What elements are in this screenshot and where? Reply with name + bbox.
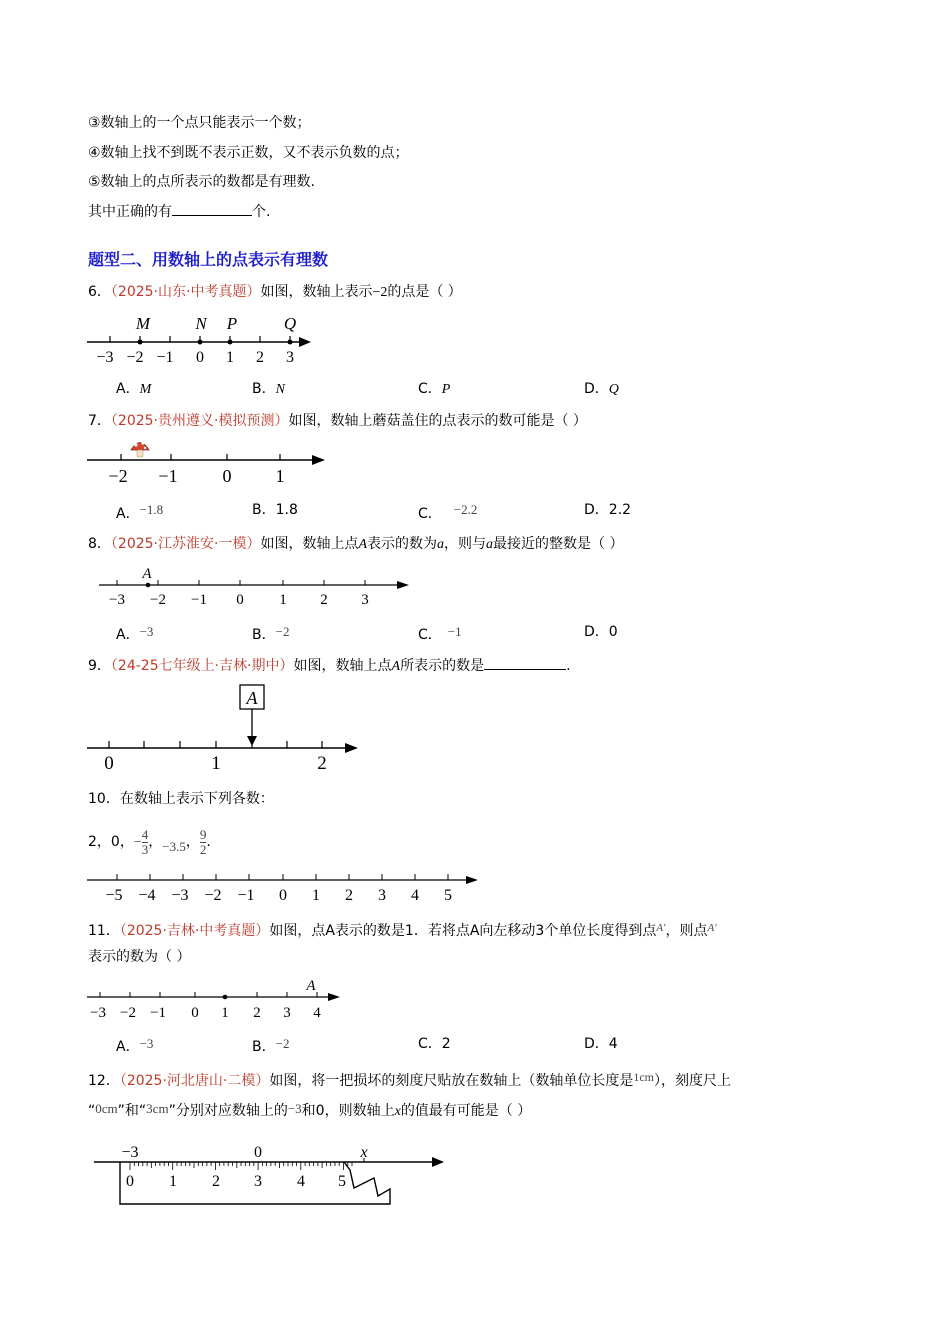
tick-label: −1 xyxy=(237,887,255,904)
q6-text-end: 的点是（ ） xyxy=(387,284,462,300)
tick-label: 1 xyxy=(275,466,285,486)
option-letter: A． xyxy=(116,506,140,522)
q8-number-line xyxy=(97,563,427,613)
q9-text-end: . xyxy=(566,658,571,674)
q12-stem xyxy=(88,1067,731,1091)
q11-point-a-prime: A′ xyxy=(707,922,717,934)
q9-text: 如图，数轴上点 xyxy=(293,658,392,674)
q6-source: （2025·山东·中考真题） xyxy=(110,284,261,300)
q12-source: （2025·河北唐山·二模） xyxy=(119,1073,270,1089)
q7-number-line xyxy=(85,436,335,486)
q7-text: 如图，数轴上蘑菇盖住的点表示的数可能是（ ） xyxy=(288,413,587,429)
arrow-icon xyxy=(328,993,340,1001)
option-letter: C． xyxy=(418,506,442,522)
option-value: −2.2 xyxy=(453,502,478,517)
q8-text: ，则与 xyxy=(444,536,487,552)
option-value: 2.2 xyxy=(608,502,632,518)
tick-label: 2 xyxy=(320,592,328,608)
q7-option-d[interactable] xyxy=(584,500,631,520)
tick-label: 1 xyxy=(312,887,320,904)
q12-text: ”分别对应数轴上的 xyxy=(168,1103,288,1119)
q10-sep: ， xyxy=(148,834,163,850)
numerator: 4 xyxy=(141,826,149,842)
option-value: −2 xyxy=(275,1036,290,1051)
label-a: A xyxy=(306,978,316,994)
q11-option-c[interactable] xyxy=(418,1034,451,1054)
q6-text: 如图，数轴上表示 xyxy=(260,284,373,300)
denominator: 2 xyxy=(199,841,207,857)
q11-option-a[interactable] xyxy=(116,1034,153,1057)
option-value: Q xyxy=(608,382,619,397)
q11-stem xyxy=(88,918,717,941)
point-p xyxy=(228,340,233,345)
option-letter: C． xyxy=(418,381,442,397)
q12-unit: 1cm xyxy=(633,1070,655,1084)
tick-label: 2 xyxy=(345,887,353,904)
tick-label: 3 xyxy=(286,349,294,366)
tick-label: 3 xyxy=(361,592,369,608)
option-letter: A． xyxy=(116,1039,140,1055)
ruler-label: 1 xyxy=(169,1173,177,1190)
q11-option-d[interactable] xyxy=(584,1034,618,1054)
label-a: A xyxy=(142,566,152,582)
denominator: 3 xyxy=(141,841,149,857)
option-letter: C． xyxy=(418,627,442,643)
tick-label: 3 xyxy=(283,1005,291,1021)
q10-list: 2，0， xyxy=(88,834,134,850)
tick-label: −2 xyxy=(108,466,128,486)
label-p: P xyxy=(226,314,238,333)
ruler-label: 2 xyxy=(212,1173,220,1190)
q8-var-a: a xyxy=(486,537,494,552)
q7-stem xyxy=(88,411,587,431)
numerator: 9 xyxy=(199,826,207,842)
q12-text: ），刻度尺上 xyxy=(654,1073,732,1089)
q10-number: 10． xyxy=(88,791,120,807)
tick-label: 1 xyxy=(221,1005,229,1021)
section-title: 题型二、用数轴上的点表示有理数 xyxy=(88,250,329,269)
label-q: Q xyxy=(283,314,297,333)
q7-option-c[interactable] xyxy=(418,500,477,524)
tick-label: −4 xyxy=(138,887,156,904)
q9-number-line xyxy=(85,683,375,778)
tick-label: 0 xyxy=(104,753,114,774)
label-n: N xyxy=(195,314,207,333)
arrow-icon xyxy=(397,581,409,589)
tick-label: 1 xyxy=(279,592,287,608)
q12-var-x: x xyxy=(394,1104,401,1119)
label-m: M xyxy=(135,314,151,333)
q11-text: 如图，点A表示的数是1．若将点A向左移动3个单位长度得到点 xyxy=(269,923,657,939)
q10-sep: ， xyxy=(185,834,200,850)
q8-var-a: a xyxy=(437,537,445,552)
q12-value-3cm: 3cm xyxy=(146,1101,169,1116)
tick-label: −3 xyxy=(109,592,125,608)
q11-text: ，则点 xyxy=(665,923,708,939)
statement-5: ⑤数轴上的点所表示的数都是有理数. xyxy=(88,174,316,190)
option-value: 2 xyxy=(441,1036,451,1052)
q12-value-neg3: −3 xyxy=(287,1101,302,1116)
tick-label: −1 xyxy=(158,466,178,486)
question-text-end: 个. xyxy=(252,204,271,220)
q11-stem-2: 表示的数为（ ） xyxy=(88,949,191,965)
statement-4: ④数轴上找不到既不表示正数，又不表示负数的点； xyxy=(88,145,409,161)
ruler-label: 0 xyxy=(126,1173,134,1190)
q11-point-a-prime: A′ xyxy=(656,922,666,934)
option-value: −1 xyxy=(447,624,462,639)
tick-label: 4 xyxy=(411,887,419,904)
q12-value-0cm: 0cm xyxy=(95,1101,118,1116)
tick-label: −1 xyxy=(150,1005,166,1021)
q6-option-d[interactable] xyxy=(584,379,619,400)
tick-label: −3 xyxy=(171,887,189,904)
option-value: −3 xyxy=(139,624,154,639)
tick-label: 0 xyxy=(279,887,287,904)
arrow-icon xyxy=(345,743,358,753)
label-a: A xyxy=(246,688,258,708)
option-letter: D． xyxy=(584,502,609,518)
tick-label: 0 xyxy=(191,1005,199,1021)
option-value: N xyxy=(275,382,285,397)
tick-label: 0 xyxy=(236,592,244,608)
option-value: M xyxy=(139,382,152,397)
option-letter: D． xyxy=(584,624,609,640)
tick-label: 1 xyxy=(211,753,221,774)
ruler-label: 5 xyxy=(338,1173,346,1190)
option-letter: B． xyxy=(252,381,276,397)
q6-stem xyxy=(88,282,462,303)
tick-label: −5 xyxy=(105,887,123,904)
q8-number: 8． xyxy=(88,536,111,552)
q10-text: 在数轴上表示下列各数： xyxy=(119,791,274,807)
arrow-icon xyxy=(312,455,325,465)
q7-option-b[interactable] xyxy=(252,500,298,520)
q8-option-d[interactable] xyxy=(584,622,618,642)
tick-label: 3 xyxy=(378,887,386,904)
tick-label: −3 xyxy=(90,1005,106,1021)
question-text: 其中正确的有 xyxy=(88,204,172,220)
tick-label: 2 xyxy=(317,753,327,774)
tick-label: 5 xyxy=(444,887,452,904)
option-letter: D． xyxy=(584,381,609,397)
q9-stem xyxy=(88,655,571,677)
q8-point-a: A xyxy=(358,537,368,552)
option-letter: D． xyxy=(584,1036,609,1052)
option-value: 4 xyxy=(608,1036,618,1052)
option-letter: A． xyxy=(116,627,140,643)
statement-3: ③数轴上的一个点只能表示一个数； xyxy=(88,115,311,131)
arrow-icon xyxy=(432,1157,444,1167)
point-a xyxy=(146,583,151,588)
q12-text: 如图，将一把损坏的刻度尺贴放在数轴上（数轴单位长度是 xyxy=(269,1073,634,1089)
tick-label: −1 xyxy=(191,592,207,608)
q12-text: ”和“ xyxy=(117,1103,147,1119)
q7-option-a[interactable] xyxy=(116,500,163,524)
option-letter: A． xyxy=(116,381,140,397)
q9-point-a: A xyxy=(391,659,401,674)
point-q xyxy=(288,340,293,345)
tick-label: −3 xyxy=(96,349,114,366)
tick-label: −2 xyxy=(126,349,144,366)
ruler-label: 3 xyxy=(254,1173,262,1190)
option-letter: B． xyxy=(252,1039,276,1055)
option-value: −2 xyxy=(275,624,290,639)
q11-number: 11． xyxy=(88,923,120,939)
tick-label: 0 xyxy=(222,466,232,486)
option-value: −3 xyxy=(139,1036,154,1051)
tick-label: 4 xyxy=(313,1005,321,1021)
q6-number-line xyxy=(85,312,325,372)
q9-source: （24-25七年级上·吉林·期中） xyxy=(110,658,294,674)
tick-label: 1 xyxy=(226,349,234,366)
tick-label: −1 xyxy=(156,349,174,366)
option-letter: C． xyxy=(418,1036,442,1052)
option-letter: B． xyxy=(252,627,276,643)
ruler-ticks xyxy=(130,1162,352,1170)
q6-option-c[interactable] xyxy=(418,379,450,400)
option-value: −1.8 xyxy=(139,502,164,517)
tick-label: −2 xyxy=(204,887,222,904)
axis-label: 0 xyxy=(254,1144,262,1161)
option-value: 0 xyxy=(608,624,618,640)
q12-stem-2 xyxy=(88,1099,531,1122)
q12-text: 的值最有可能是（ ） xyxy=(400,1103,532,1119)
q8-text: 表示的数为 xyxy=(367,536,438,552)
axis-label-x: x xyxy=(360,1144,368,1161)
q12-ruler-figure xyxy=(92,1138,462,1218)
point-n xyxy=(198,340,203,345)
q7-source: （2025·贵州遵义·模拟预测） xyxy=(110,413,289,429)
point-m xyxy=(138,340,143,345)
q12-text: 和0，则数轴上 xyxy=(301,1103,395,1119)
q8-source: （2025·江苏淮安·一模） xyxy=(110,536,261,552)
q10-sign: − xyxy=(133,835,142,850)
q8-text: 如图，数轴上点 xyxy=(260,536,359,552)
q7-number: 7． xyxy=(88,413,111,429)
tick-label: 2 xyxy=(253,1005,261,1021)
q10-end: . xyxy=(206,834,211,850)
q8-stem xyxy=(88,534,623,555)
tick-label: 2 xyxy=(256,349,264,366)
q6-option-a[interactable] xyxy=(116,379,151,400)
question-correct-count xyxy=(88,201,270,222)
option-value: 1.8 xyxy=(275,502,298,518)
axis-label: −3 xyxy=(121,1144,139,1161)
q9-text: 所表示的数是 xyxy=(400,658,485,674)
arrow-icon xyxy=(299,337,311,347)
tick-label: 0 xyxy=(196,349,204,366)
q11-source: （2025·吉林·中考真题） xyxy=(119,923,270,939)
q10-number-line xyxy=(85,870,495,910)
q11-option-b[interactable] xyxy=(252,1034,289,1057)
ruler-label: 4 xyxy=(297,1173,305,1190)
q11-number-line xyxy=(85,975,355,1025)
q12-quote: “ xyxy=(88,1103,96,1119)
option-letter: B． xyxy=(252,502,276,518)
point-a xyxy=(223,995,228,1000)
q8-option-a[interactable] xyxy=(116,622,153,645)
q6-value: −2 xyxy=(372,285,388,300)
q10-stem xyxy=(88,789,274,809)
q8-option-c[interactable] xyxy=(418,622,462,645)
q9-answer-blank[interactable] xyxy=(484,655,566,670)
option-value: P xyxy=(441,382,451,397)
q10-numbers xyxy=(88,823,211,861)
q10-value: −3.5 xyxy=(162,839,186,854)
answer-blank[interactable] xyxy=(172,201,252,216)
arrow-icon xyxy=(466,876,478,884)
mushroom-icon xyxy=(131,441,149,457)
q6-number: 6． xyxy=(88,284,111,300)
q8-option-b[interactable] xyxy=(252,622,289,645)
q9-number: 9． xyxy=(88,658,111,674)
q8-text: 最接近的整数是（ ） xyxy=(493,536,624,552)
tick-label: −2 xyxy=(150,592,166,608)
q6-option-b[interactable] xyxy=(252,379,285,400)
q12-number: 12． xyxy=(88,1073,120,1089)
tick-label: −2 xyxy=(120,1005,136,1021)
